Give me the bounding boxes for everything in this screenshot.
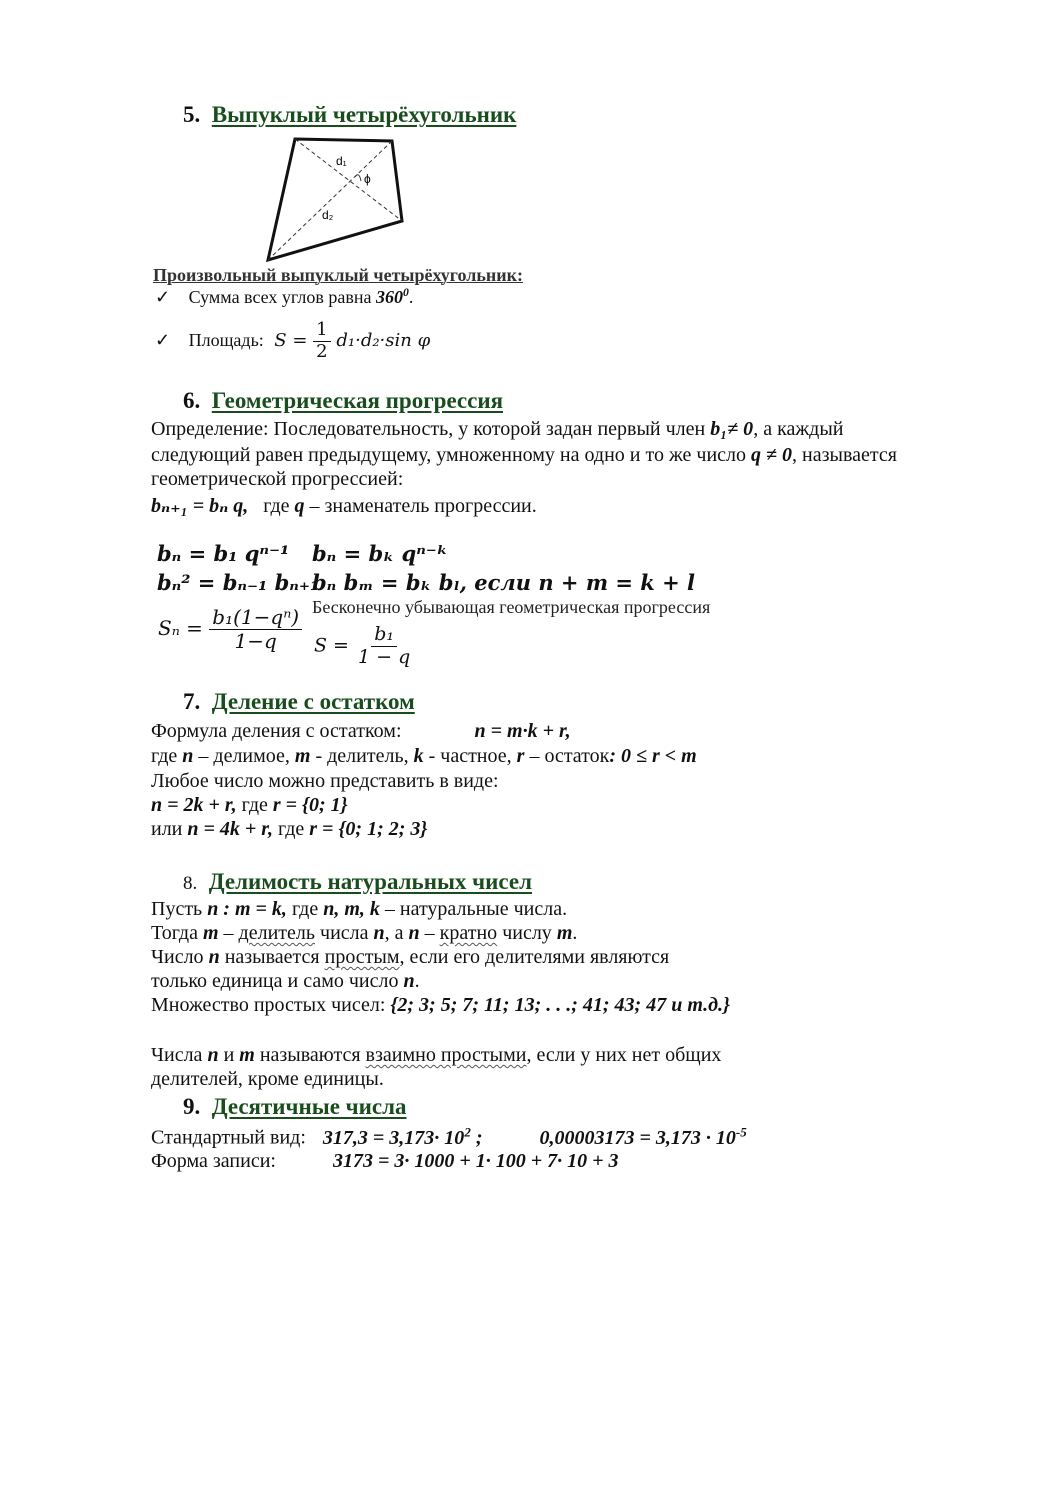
remainder-set: r = {0; 1; 2; 3} xyxy=(309,818,428,840)
degree-sup: 0 xyxy=(402,286,409,299)
ratio-symbol: q xyxy=(294,495,305,517)
coprime-line-2: делителей, кроме единицы. xyxy=(151,1068,384,1090)
section-6-heading xyxy=(183,388,503,414)
text: и xyxy=(223,1044,235,1066)
division-formula: n = m·k + r, xyxy=(474,720,571,742)
quadrilateral-diagram xyxy=(260,133,420,265)
recurrence-formula: bₙ₊₁ = bₙ q, xyxy=(151,495,249,517)
sum-symbol: Sₙ = xyxy=(158,616,203,640)
definition-line-3: геометрической прогрессией: xyxy=(151,468,404,490)
text: где xyxy=(151,745,178,767)
infinite-sum-formula xyxy=(314,624,413,669)
infinite-sum-numerator: b₁ xyxy=(371,624,397,647)
section-7-heading xyxy=(183,689,415,715)
text: где xyxy=(278,818,305,840)
definition-text: , называется xyxy=(792,444,897,466)
term-prime: простым xyxy=(324,946,400,968)
section-number: 8. xyxy=(183,873,198,894)
text: – делимое, xyxy=(198,745,290,767)
expanded-form-label: Форма записи: xyxy=(151,1150,276,1172)
area-formula: S = $\frac{1}{2}$ d₁·d₂·sin φ xyxy=(274,319,431,362)
var-m: m xyxy=(556,922,573,944)
expanded-form-line xyxy=(151,1150,619,1173)
standard-form-example-1 xyxy=(322,1124,483,1149)
text: называется xyxy=(224,946,320,968)
text: - делитель, xyxy=(315,745,409,767)
text: – xyxy=(424,922,435,944)
first-term-condition: b₁≠ 0 xyxy=(710,418,754,440)
text: , если его делителями являются xyxy=(399,946,670,968)
division-formula-line xyxy=(151,720,571,743)
divisibility-line-4 xyxy=(151,970,420,993)
text: называются xyxy=(259,1044,361,1066)
recurrence-text: где xyxy=(263,495,290,517)
text: Число xyxy=(151,946,204,968)
exponent: 2 xyxy=(464,1124,471,1139)
section-8-heading xyxy=(183,869,532,895)
section-9-heading xyxy=(183,1094,407,1120)
division-terms-line xyxy=(151,745,697,768)
check-icon: ✓ xyxy=(155,330,171,351)
text: где xyxy=(241,794,268,816)
text: где xyxy=(291,898,319,920)
area-symbol: S xyxy=(274,330,287,352)
sum-fraction xyxy=(209,606,302,653)
text: - частное, xyxy=(428,745,512,767)
remainder-set: r = {0; 1} xyxy=(272,794,348,816)
var-r: r xyxy=(516,745,525,767)
representation-2k xyxy=(151,794,348,817)
section-number: 9. xyxy=(183,1094,201,1119)
sum-denominator: 1−q xyxy=(234,629,277,653)
diagonal-d1 xyxy=(295,139,402,221)
formula-nth-term-from-k: bₙ = bₖ qⁿ⁻ᵏ xyxy=(312,541,448,566)
quadrilateral-subheading: Произвольный выпуклый четырёхугольник: xyxy=(153,265,523,285)
label-d1: d₁ xyxy=(336,154,347,168)
text: только единица и само число xyxy=(151,970,399,992)
infinite-progression-label: Бесконечно убывающая геометрическая прогрессия xyxy=(312,597,711,617)
representation-line: Любое число можно представить в виде: xyxy=(151,770,499,792)
var-n: n xyxy=(207,1044,219,1066)
section-title: Геометрическая прогрессия xyxy=(211,388,504,413)
infinite-sum-fraction xyxy=(355,624,413,669)
angle-arc xyxy=(355,175,361,181)
standard-form-label: Стандартный вид: xyxy=(151,1126,306,1149)
var-n: n xyxy=(408,922,420,944)
definition-text: Определение: Последовательность, у которой задан первый член xyxy=(151,418,706,440)
definition-line-2 xyxy=(151,444,897,467)
example-2-text: 0,00003173 = 3,173 · 10 xyxy=(539,1126,736,1149)
section-title: Десятичные числа xyxy=(211,1094,407,1119)
formula-nth-term: bₙ = b₁ qⁿ⁻¹ xyxy=(157,541,290,566)
quadrilateral-outline xyxy=(268,139,402,260)
section-5-heading xyxy=(183,102,516,128)
formula-2k: n = 2k + r, xyxy=(151,794,237,816)
infinite-sum-denominator: 1 − q xyxy=(358,645,411,668)
representation-4k xyxy=(151,818,427,841)
ratio-condition: q ≠ 0 xyxy=(751,444,793,466)
infinite-sum-symbol: S = xyxy=(314,634,349,657)
division-formula-label: Формула деления с остатком: xyxy=(151,720,402,742)
section-title: Делимость натуральных чисел xyxy=(208,869,532,894)
divisibility-line-1 xyxy=(151,898,567,921)
text: . xyxy=(572,922,578,944)
area-denominator: 2 xyxy=(316,340,328,362)
term-coprime: взаимно простыми xyxy=(365,1044,527,1066)
formula-product-property: bₙ bₘ = bₖ bₗ, если n + m = k + l xyxy=(312,570,696,595)
text: – натуральные числа. xyxy=(384,898,568,920)
section-number: 7. xyxy=(183,689,201,714)
var-m: m xyxy=(239,1044,255,1066)
area-fraction xyxy=(313,320,330,362)
area-rest: d₁·d₂·sin φ xyxy=(336,330,431,352)
var-n: n xyxy=(373,922,385,944)
area-item xyxy=(155,320,430,362)
definition-text: следующий равен предыдущему, умноженному на одно и то же число xyxy=(151,444,747,466)
prime-set-line xyxy=(151,994,730,1017)
expanded-form-formula: 3173 = 3· 1000 + 1· 100 + 7· 10 + 3 xyxy=(332,1150,619,1172)
area-numerator: 1 xyxy=(313,320,330,342)
check-icon: ✓ xyxy=(155,287,171,307)
remainder-condition: : 0 ≤ r < m xyxy=(609,745,697,767)
text: Пусть xyxy=(151,898,203,920)
variables: n, m, k xyxy=(323,898,380,920)
var-n: n xyxy=(403,970,415,992)
angles-sum-value: 360 xyxy=(375,287,403,307)
var-k: k xyxy=(413,745,424,767)
division-expression: n : m = k, xyxy=(207,898,287,920)
example-1-end: ; xyxy=(470,1126,483,1149)
coprime-line-1 xyxy=(151,1044,721,1067)
recurrence-text: – знаменатель прогрессии. xyxy=(309,495,537,517)
text: числа xyxy=(320,922,369,944)
text: , если у них нет общих xyxy=(526,1044,722,1066)
sum-formula xyxy=(158,606,302,653)
angles-sum-item xyxy=(155,286,413,308)
var-m: m xyxy=(202,922,219,944)
divisibility-line-3 xyxy=(151,946,669,969)
text: , а xyxy=(384,922,404,944)
sum-numerator: b₁(1−qⁿ) xyxy=(209,606,302,630)
angles-sum-end: . xyxy=(408,287,414,307)
text: или xyxy=(151,818,183,840)
text: Числа xyxy=(151,1044,203,1066)
standard-form-line xyxy=(151,1124,747,1150)
text: . xyxy=(414,970,420,992)
section-title: Деление с остатком xyxy=(211,689,415,714)
var-m: m xyxy=(294,745,311,767)
term-multiple: кратно xyxy=(439,922,498,944)
text: Множество простых чисел: xyxy=(151,994,386,1016)
exponent: -5 xyxy=(735,1124,747,1139)
formula-4k: n = 4k + r, xyxy=(187,818,273,840)
section-number: 5. xyxy=(183,102,201,127)
term-divisor: делитель xyxy=(238,922,316,944)
standard-form-example-2 xyxy=(539,1124,747,1149)
label-phi: ϕ xyxy=(364,172,371,186)
recurrence-line xyxy=(151,493,537,518)
definition-line-1 xyxy=(151,418,844,441)
text: числу xyxy=(502,922,552,944)
definition-text: , а каждый xyxy=(753,418,844,440)
label-d2: d₂ xyxy=(322,208,334,222)
text: – xyxy=(223,922,234,944)
var-n: n xyxy=(208,946,220,968)
section-title: Выпуклый четырёхугольник xyxy=(211,102,517,127)
divisibility-line-2 xyxy=(151,922,577,945)
formula-middle-term: bₙ² = bₙ₋₁ bₙ₊₁ xyxy=(157,570,320,595)
area-label: Площадь: xyxy=(188,330,264,351)
angles-sum-text: Сумма всех углов равна xyxy=(188,287,372,307)
section-number: 6. xyxy=(183,388,201,413)
var-n: n xyxy=(182,745,194,767)
prime-set: {2; 3; 5; 7; 11; 13; . . .; 41; 43; 47 и т.д.} xyxy=(390,994,731,1016)
example-1-text: 317,3 = 3,173· 10 xyxy=(322,1126,465,1149)
text: – остаток xyxy=(529,745,610,767)
text: Тогда xyxy=(151,922,198,944)
